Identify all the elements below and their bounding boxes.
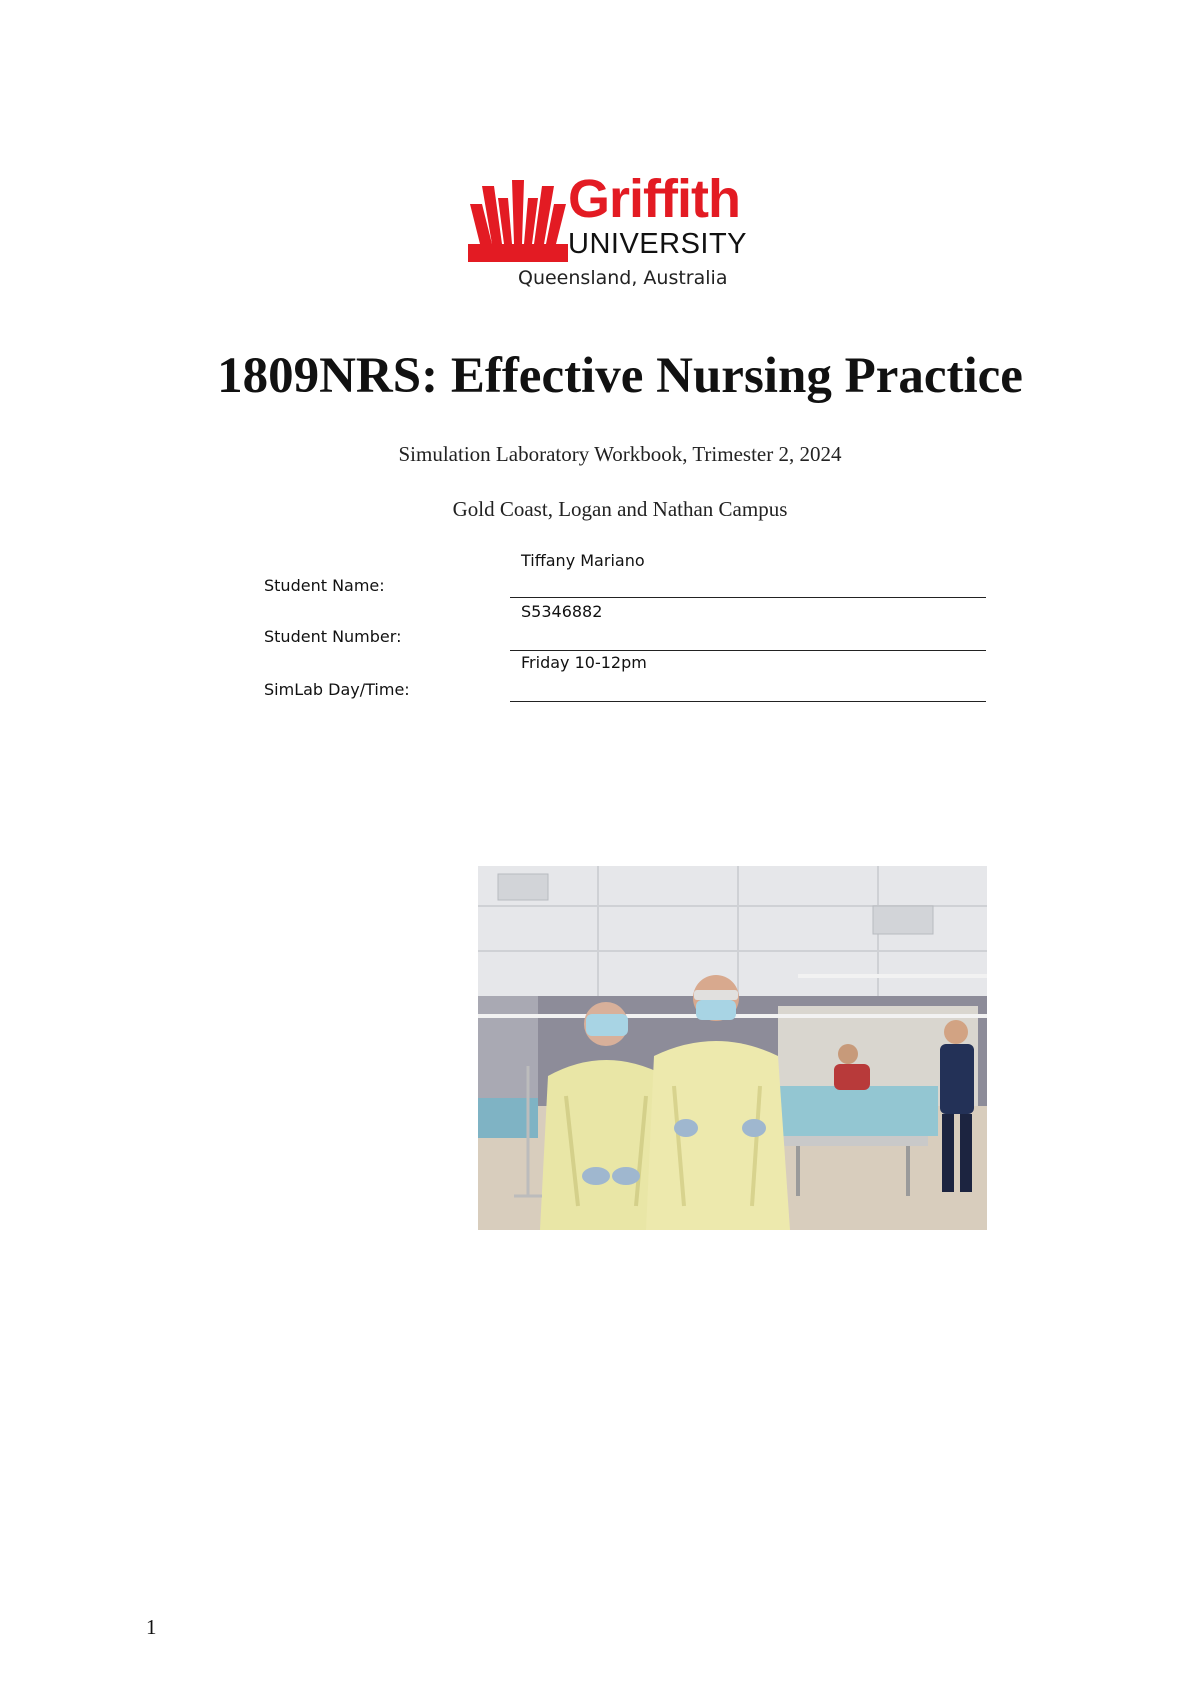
- simlab-time-label: SimLab Day/Time:: [264, 680, 410, 699]
- simlab-time-line: [510, 701, 986, 702]
- griffith-logo: [468, 169, 768, 293]
- griffith-emblem-icon: [468, 178, 568, 262]
- document-subtitle: Simulation Laboratory Workbook, Trimester 2, 2024: [398, 442, 842, 466]
- logo-tagline: Queensland, Australia: [518, 267, 728, 289]
- student-name-label: Student Name:: [264, 576, 385, 595]
- document-title: 1809NRS: Effective Nursing Practice: [217, 348, 1023, 404]
- student-name-value: Tiffany Mariano: [521, 551, 645, 570]
- student-number-line: [510, 650, 986, 651]
- student-name-line: [510, 597, 986, 598]
- logo-wordmark: Griffith: [568, 169, 740, 229]
- simlab-time-value: Friday 10-12pm: [521, 653, 647, 672]
- page-number: 1: [146, 1615, 157, 1639]
- student-number-value: S5346882: [521, 602, 603, 621]
- student-number-label: Student Number:: [264, 627, 402, 646]
- simulation-lab-photo: [478, 866, 987, 1230]
- campus-text: Gold Coast, Logan and Nathan Campus: [452, 497, 788, 521]
- logo-subtitle: UNIVERSITY: [568, 228, 748, 260]
